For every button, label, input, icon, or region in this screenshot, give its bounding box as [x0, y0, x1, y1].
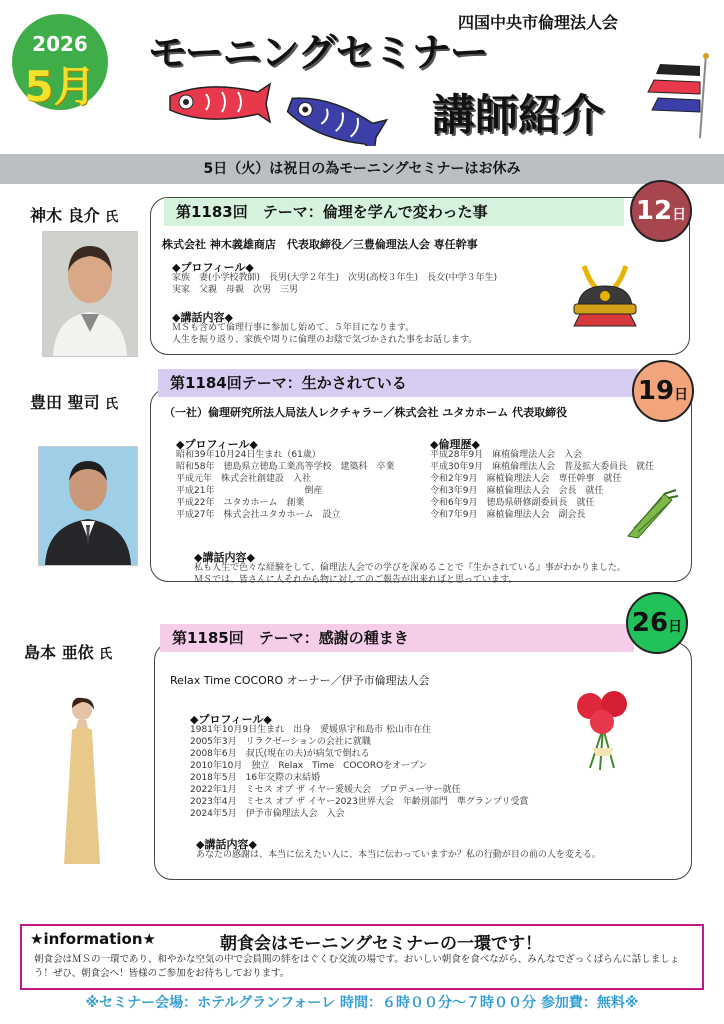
portrait-image: [56, 696, 108, 864]
profile-line: 2018年5月 16年交際の末結婚: [190, 773, 321, 783]
red-carp-icon: [170, 84, 270, 122]
speaker-name: 島本 亜依 氏: [24, 643, 113, 662]
profile-line: 平成21年 倒産: [176, 486, 323, 496]
month-badge: [12, 14, 108, 110]
information-box: [20, 924, 704, 990]
profile-line: 2008年6月 叔氏(現在の夫)が病気で倒れる: [190, 749, 370, 759]
speaker-role: 株式会社 神木義雄商店 代表取締役／三豊倫理法人会 専任幹事: [162, 238, 478, 251]
info-body: 朝食会はＭＳの一環であり、和やかな空気の中で会員間の絆をはぐくむ交流の場です。おいしい朝食を食べながら、みんなでざっくばらんに話しましょう！ぜひ、朝食会へ！皆様のご参加をお待ちしております。: [34, 954, 680, 979]
portrait-image: [39, 447, 137, 565]
blue-carp-icon: [283, 87, 386, 146]
speaker-role: Relax Time COCORO オーナー／伊予市倫理法人会: [170, 674, 430, 687]
history-heading: ◆倫理歴◆: [430, 438, 480, 451]
talk-line: 人生を振り返り、家族や周りに倫理のお陰で気づかされた事をお話します。: [172, 335, 478, 345]
history-line: 令和3年9月 麻植倫理法人会 会長 就任: [430, 486, 604, 496]
page-subtitle: 講師紹介: [432, 91, 604, 141]
profile-line: 実家 父親 母親 次男 三男: [172, 285, 299, 295]
profile-heading: ◆プロフィール◆: [176, 438, 258, 451]
profile-line: 2005年3月 リラクゼーションの会社に就職: [190, 737, 371, 747]
profile-line: 2022年1月 ミセス オブ ザ イヤー愛媛大会 プロデューサー就任: [190, 785, 461, 795]
talk-content: [196, 849, 601, 861]
chimaki-icon: [624, 488, 680, 540]
portrait-image: [43, 232, 137, 356]
talk-content: [194, 562, 626, 586]
profile-line: 2023年4月 ミセス オブ ザ イヤー2023世界大会 年齢別部門 準グランプリ受賞: [190, 797, 529, 807]
talk-content: [172, 322, 477, 346]
carnation-icon: [570, 688, 636, 772]
theme-banner: 第1184回テーマ：生かされている: [158, 369, 638, 397]
speaker-name: 神木 良介 氏: [30, 206, 119, 225]
talk-line: ＭＳでは、皆さんに人それから物に対してのご報告が出来ればと思っています。: [194, 575, 518, 585]
profile-line: 1981年10月9日生まれ 出身 愛媛県宇和島市 松山市在住: [190, 725, 431, 735]
talk-heading: ◆講話内容◆: [194, 551, 255, 564]
date-badge: 19日: [632, 360, 694, 422]
speaker-name: 豊田 聖司 氏: [30, 393, 119, 412]
date-badge: 12日: [630, 180, 692, 242]
history-line: 平成30年9月 麻植倫理法人会 普及拡大委員長 就任: [430, 462, 655, 472]
info-heading: ★information★: [30, 930, 156, 948]
venue-footer: ※セミナー会場：ホテルグランフォーレ 時間：６時００分～７時００分 参加費：無料※: [85, 995, 639, 1011]
speaker-role: （一社）倫理研究所法人局法人レクチャラー／株式会社 ユタカホーム 代表取締役: [164, 406, 568, 419]
speaker-photo: [38, 446, 138, 566]
talk-heading: ◆講話内容◆: [172, 311, 233, 324]
holiday-notice: 5日（火）は祝日の為モーニングセミナーはお休み: [0, 154, 724, 184]
profile-heading: ◆プロフィール◆: [172, 261, 254, 274]
profile-line: 家族 妻(小学校教師) 長男(大学２年生) 次男(高校３年生) 長女(中学３年生): [172, 273, 498, 283]
profile-line: 平成27年 株式会社ユタカホーム 設立: [176, 510, 341, 520]
year-label: 2026: [32, 32, 88, 56]
profile-heading: ◆プロフィール◆: [190, 713, 272, 726]
profile-line: 2024年5月 伊予市倫理法人会 入会: [190, 809, 345, 819]
speaker-photo: [56, 696, 108, 864]
profile-line: 昭和39年10月24日生まれ（61歳）: [176, 450, 321, 460]
organization-name: 四国中央市倫理法人会: [458, 13, 619, 32]
profile-line: 2010年10月 独立 Relax Time COCOROをオープン: [190, 761, 428, 771]
profile-line: 平成22年 ユタカホーム 創業: [176, 498, 305, 508]
history-line: 令和7年9月 麻植倫理法人会 副会長: [430, 510, 586, 520]
theme-banner: 第1183回 テーマ：倫理を学んで変わった事: [164, 198, 624, 226]
theme-banner: 第1185回 テーマ：感謝の種まき: [160, 624, 634, 652]
profile-list: [176, 449, 394, 521]
date-badge: 26日: [626, 592, 688, 654]
talk-line: あなたの感謝は、本当に伝えたい人に、本当に伝わっていますか？私の行動が目の前の人を変える。: [196, 850, 601, 860]
profile-list: [190, 724, 529, 820]
talk-line: ＭＳも含めて倫理行事に参加し始めて、５年目になります。: [172, 323, 415, 333]
history-line: 令和2年9月 麻植倫理法人会 専任幹事 就任: [430, 474, 622, 484]
profile-line: 平成元年 株式会社創建設 入社: [176, 474, 312, 484]
speaker-photo: [42, 231, 138, 357]
kabuto-helmet-icon: [570, 258, 640, 330]
history-list: [430, 449, 654, 521]
month-label: 5月: [24, 62, 96, 111]
profile-line: 昭和58年 徳島県立徳島工業高等学校 建築科 卒業: [176, 462, 395, 472]
history-line: 令和6年9月 徳島県研修副委員長 就任: [430, 498, 595, 508]
koinobori-pole-icon: [630, 52, 712, 140]
page-title: モーニングセミナー: [148, 31, 488, 76]
info-headline: 朝食会はモーニングセミナーの一環です！: [220, 934, 542, 954]
profile-list: [172, 272, 497, 296]
koinobori-illustration: [166, 74, 406, 146]
talk-line: 私も人生で色々な経験をして、倫理法人会での学びを深めることで『生かされている』事がわかりました。: [194, 563, 626, 573]
talk-heading: ◆講話内容◆: [196, 838, 257, 851]
history-line: 平成28年9月 麻植倫理法人会 入会: [430, 450, 583, 460]
